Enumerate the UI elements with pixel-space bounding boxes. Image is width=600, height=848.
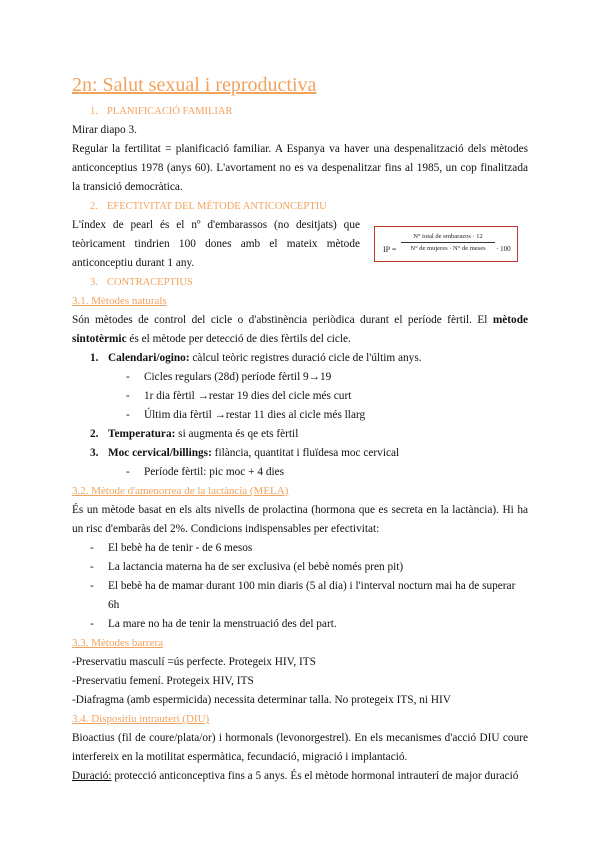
list-item: 3. Moc cervical/billings: filància, quantitat i fluïdesa moc cervical bbox=[90, 447, 400, 459]
paragraph: Duració: protecció anticonceptiva fins a 5 anys. És el mètode hormonal intrauterí de major duració bbox=[72, 770, 519, 782]
subsection-heading: 3.3. Mètodes barrera bbox=[72, 637, 164, 649]
pearl-block bbox=[72, 216, 528, 273]
paragraph: L'índex de pearl és el nº d'embarassos (no desitjats) que teòricament tindrien 100 dones amb el mateix mètode anticonceptiu durant 1 any. bbox=[72, 219, 360, 269]
paragraph: -Preservatiu masculí =ús perfecte. Protegeix HIV, ITS bbox=[72, 656, 316, 668]
page-title: 2n: Salut sexual i reproductiva bbox=[72, 74, 317, 96]
paragraph: -Preservatiu femení. Protegeix HIV, ITS bbox=[72, 675, 254, 687]
list-item: - La lactancia materna ha de ser exclusiva (el bebè només pren pit) bbox=[90, 561, 404, 573]
mela-list bbox=[72, 539, 528, 634]
list-item: - Últim dia fèrtil →restar 11 dies al cicle més llarg bbox=[126, 409, 366, 421]
list-item: - Període fèrtil: pic moc + 4 dies bbox=[126, 466, 285, 478]
paragraph: Bioactius (fil de coure/plata/or) i hormonals (levonorgestrel). En els mecanismes d'acció DIU coure interfereix en la motilitat espermàtica, fecundació, migració i implantació. bbox=[72, 732, 528, 763]
list-item: - 1r dia fèrtil →restar 19 dies del cicle més curt bbox=[126, 390, 352, 402]
methods-list bbox=[72, 425, 528, 463]
section-heading-3: 3. CONTRACEPTIUS bbox=[90, 277, 193, 288]
section-heading-1: 1. PLANIFICACIÓ FAMILIAR bbox=[90, 106, 233, 117]
subsection-heading: 3.2. Mètode d'amenorrea de la lactància (MELA) bbox=[72, 485, 289, 497]
pearl-index-formula: IP = N° total de embarazos · 12 N° de mujeres · N° de meses · 100 bbox=[374, 226, 518, 262]
paragraph: Són mètodes de control del cicle o d'abstinència periòdica durant el període fèrtil. El mètode sintotèrmic és el mètode per detecció de dies fèrtils del cicle. bbox=[72, 314, 528, 345]
document-page bbox=[72, 70, 528, 786]
sub-list bbox=[72, 368, 528, 425]
subsection-heading: 3.1. Mètodes naturals bbox=[72, 295, 167, 307]
list-item: - El bebè ha de tenir - de 6 mesos bbox=[90, 542, 253, 554]
paragraph: Mirar diapo 3. bbox=[72, 124, 137, 136]
paragraph: És un mètode basat en els alts nivells de prolactina (hormona que es secreta en la lactància). Hi ha un risc d'embaràs del 2%. Condicions indispensables per efectivitat: bbox=[72, 504, 528, 535]
paragraph: -Diafragma (amb espermicida) necessita determinar talla. No protegeix ITS, ni HIV bbox=[72, 694, 451, 706]
list-item: 2. Temperatura: si augmenta és qe ets fèrtil bbox=[90, 428, 299, 440]
list-item: - El bebè ha de mamar durant 100 min diaris (5 al dia) i l'interval nocturn mai ha de superar 6h bbox=[90, 580, 516, 611]
list-item: - Cicles regulars (28d) període fèrtil 9→19 bbox=[126, 371, 332, 383]
list-item: - La mare no ha de tenir la menstruació des del part. bbox=[90, 618, 337, 630]
list-item: 1. Calendari/ogino: càlcul teòric registres duració cicle de l'últim anys. bbox=[90, 352, 422, 364]
subsection-heading: 3.4. Dispositiu intrauterí (DIU) bbox=[72, 713, 210, 725]
paragraph: Regular la fertilitat = planificació familiar. A Espanya va haver una despenalització dels mètodes anticonceptius 1978 (anys 60). L'avortament no es va despenalitzar fins al 1985, un cop finalitzada la transició democràtica. bbox=[72, 143, 528, 193]
sub-list bbox=[72, 463, 528, 482]
section-heading-2: 2. EFECTIVITAT DEL MÈTODE ANTICONCEPTIU bbox=[90, 201, 327, 212]
methods-list bbox=[72, 349, 528, 368]
